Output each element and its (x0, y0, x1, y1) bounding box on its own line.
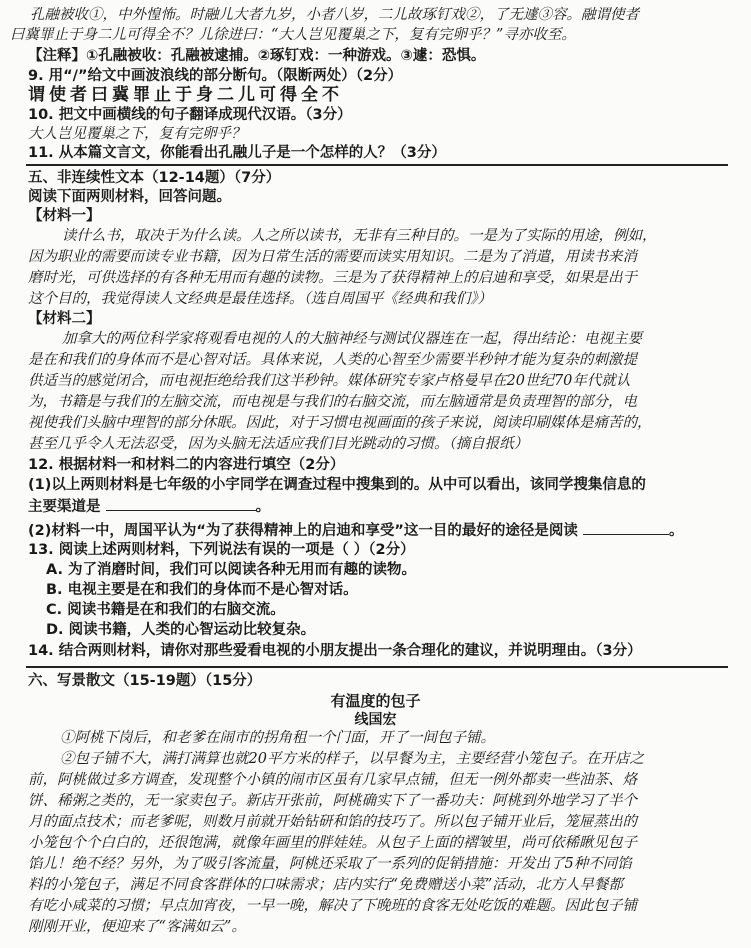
question-13: 13. 阅读上述两则材料，下列说法有误的一项是（ ）（2分） (28, 542, 415, 558)
question-10: 10. 把文中画横线的句子翻译成现代汉语。（3分） (28, 107, 352, 123)
essay-title: 有温度的包子 (330, 692, 421, 710)
section-6-title: 六、写景散文（15-19题）（15分） (28, 673, 262, 689)
essay-paragraph-2-line: 饼、稀粥之类的，无一家卖包子。新店开张前，阿桃确实下了一番功夫：阿桃到外地学习了半个 (28, 793, 637, 809)
material-1-line: 读什么书，取决于为什么读。人之所以读书，无非有三种目的。一是为了实际的用途，例如， (62, 228, 657, 244)
essay-paragraph-2-line: 前，阿桃做过多方调查，发现整个小镇的闹市区虽有几家早点铺，但无一例外都卖一些油茶、烙 (28, 772, 637, 788)
option-d: D. 阅读书籍，人类的心智运动比较复杂。 (46, 622, 316, 638)
question-10-text: 大人岂见覆巢之下，复有完卵乎？ (28, 126, 246, 142)
classical-line-1: 孔融被收①，中外惶怖。时融儿大者九岁，小者八岁，二儿故琢钉戏②，了无遽③容。融谓使者 (30, 7, 639, 23)
essay-paragraph-1: ①阿桃下岗后，和老爹在闹市的拐角租一个门面，开了一间包子铺。 (60, 730, 495, 746)
question-12-part-1b: 主要渠道是 。 (28, 496, 270, 516)
material-2-line: 甚至几乎令人无法忍受，因为头脑无法适应我们目光跳动的习惯。（摘自报纸） (28, 436, 529, 452)
essay-paragraph-2-line: 刚刚开业，便迎来了“客满如云”。 (28, 919, 246, 935)
material-1-line: 磨时光，可供选择的有各种无用而有趣的读物。三是为了获得精神上的启迪和享受，如果是出于 (28, 270, 637, 286)
question-14: 14. 结合两则材料，请你对那些爱看电视的小朋友提出一条合理化的建议，并说明理由。（3分） (28, 643, 642, 659)
material-1-line: 这个目的，我觉得读人文经典是最佳选择。（选自周国平《经典和我们》） (28, 291, 492, 307)
material-1-line: 因为职业的需要而读专业书籍，因为日常生活的需要而读实用知识。二是为了消遣，用读书来消 (28, 249, 637, 265)
question-12: 12. 根据材料一和材料二的内容进行填空（2分） (28, 457, 345, 473)
essay-paragraph-2-line: 有吃小咸菜的习惯；早点加宵夜，一早一晚，解决了下晚班的食客无处吃饭的难题。因此包子铺 (28, 898, 637, 914)
material-2-line: 为，书籍是与我们的左脑交流，而电视是与我们的右脑交流，而左脑通常是负责理智的部分，电 (28, 394, 637, 410)
material-2-line: 视使我们头脑中理智的部分休眠。因此，对于习惯电视画面的孩子来说，阅读印刷媒体是痛苦的， (28, 415, 652, 431)
question-9-text: 谓使者曰冀罪止于身二儿可得全不 (28, 85, 343, 105)
material-2-line: 加拿大的两位科学家将观看电视的人的大脑神经与测试仪器连在一起，得出结论：电视主要 (62, 331, 642, 347)
material-2-title: 【材料二】 (28, 311, 101, 327)
question-9: 9. 用“/”给文中画波浪线的部分断句。（限断两处）（2分） (28, 68, 403, 84)
section-divider (26, 666, 728, 668)
section-5-intro: 阅读下面两则材料，回答问题。 (28, 189, 231, 205)
question-11: 11. 从本篇文言文，你能看出孔融儿子是一个怎样的人？（3分） (28, 145, 446, 161)
answer-blank[interactable] (583, 520, 669, 535)
material-2-line: 是在和我们的身体而不是心智对话。具体来说，人类的心智至少需要半秒钟才能为复杂的刺激提 (28, 352, 637, 368)
question-12-part-1b-text: 主要渠道是 (28, 499, 101, 515)
material-1-title: 【材料一】 (28, 208, 101, 224)
essay-paragraph-2-line: 小笼包个个白白的，还很饱满，就像年画里的胖娃娃。从包子上面的褶皱里，尚可依稀瞅见包子 (28, 835, 637, 851)
answer-blank[interactable] (106, 496, 256, 511)
question-12-part-1: (1)以上两则材料是七年级的小宇同学在调查过程中搜集到的。从中可以看出，该同学搜集信息的 (28, 477, 646, 493)
classical-line-2: 曰冀罪止于身二儿可得全不？儿徐进曰：“大人岂见覆巢之下，复有完卵乎？”寻亦收至。 (10, 27, 576, 43)
question-12-part-2: (2)材料一中，周国平认为“为了获得精神上的启迪和享受”这一目的最好的途径是阅读 。 (28, 520, 683, 540)
classical-note: 【注释】①孔融被收：孔融被逮捕。②琢钉戏：一种游戏。③遽：恐惧。 (28, 48, 486, 64)
section-5-title: 五、非连续性文本（12-14题）（7分） (28, 170, 281, 186)
option-b: B. 电视主要是在和我们的身体而不是心智对话。 (46, 582, 358, 598)
essay-paragraph-2-line: 料的小笼包子，满足不同食客群体的口味需求；店内实行“免费赠送小菜”活动，北方人早餐都 (28, 877, 623, 893)
essay-paragraph-2-line: ②包子铺不大，满打满算也就20平方米的样子，以早餐为主，主要经营小笼包子。在开店之 (60, 751, 644, 767)
option-a: A. 为了消磨时间，我们可以阅读各种无用而有趣的读物。 (46, 562, 417, 578)
material-2-line: 供适当的感觉闭合，而电视拒绝给我们这半秒钟。媒体研究专家卢格曼早在20世纪70年代就认 (28, 373, 631, 389)
option-c: C. 阅读书籍是在和我们的右脑交流。 (46, 602, 285, 618)
question-12-part-2-text: (2)材料一中，周国平认为“为了获得精神上的启迪和享受”这一目的最好的途径是阅读 (28, 523, 578, 539)
essay-author: 线国宏 (354, 712, 397, 728)
section-divider (26, 164, 728, 166)
essay-paragraph-2-line: 馅儿！绝不经？另外，为了吸引客流量，阿桃还采取了一系列的促销措施：开发出了5种不同馅 (28, 856, 632, 872)
essay-paragraph-2-line: 月的面点技术；而老爹呢，则数月前就开始钻研和馅的技巧了。所以包子铺开业后，笼屉蒸出的 (28, 814, 637, 830)
